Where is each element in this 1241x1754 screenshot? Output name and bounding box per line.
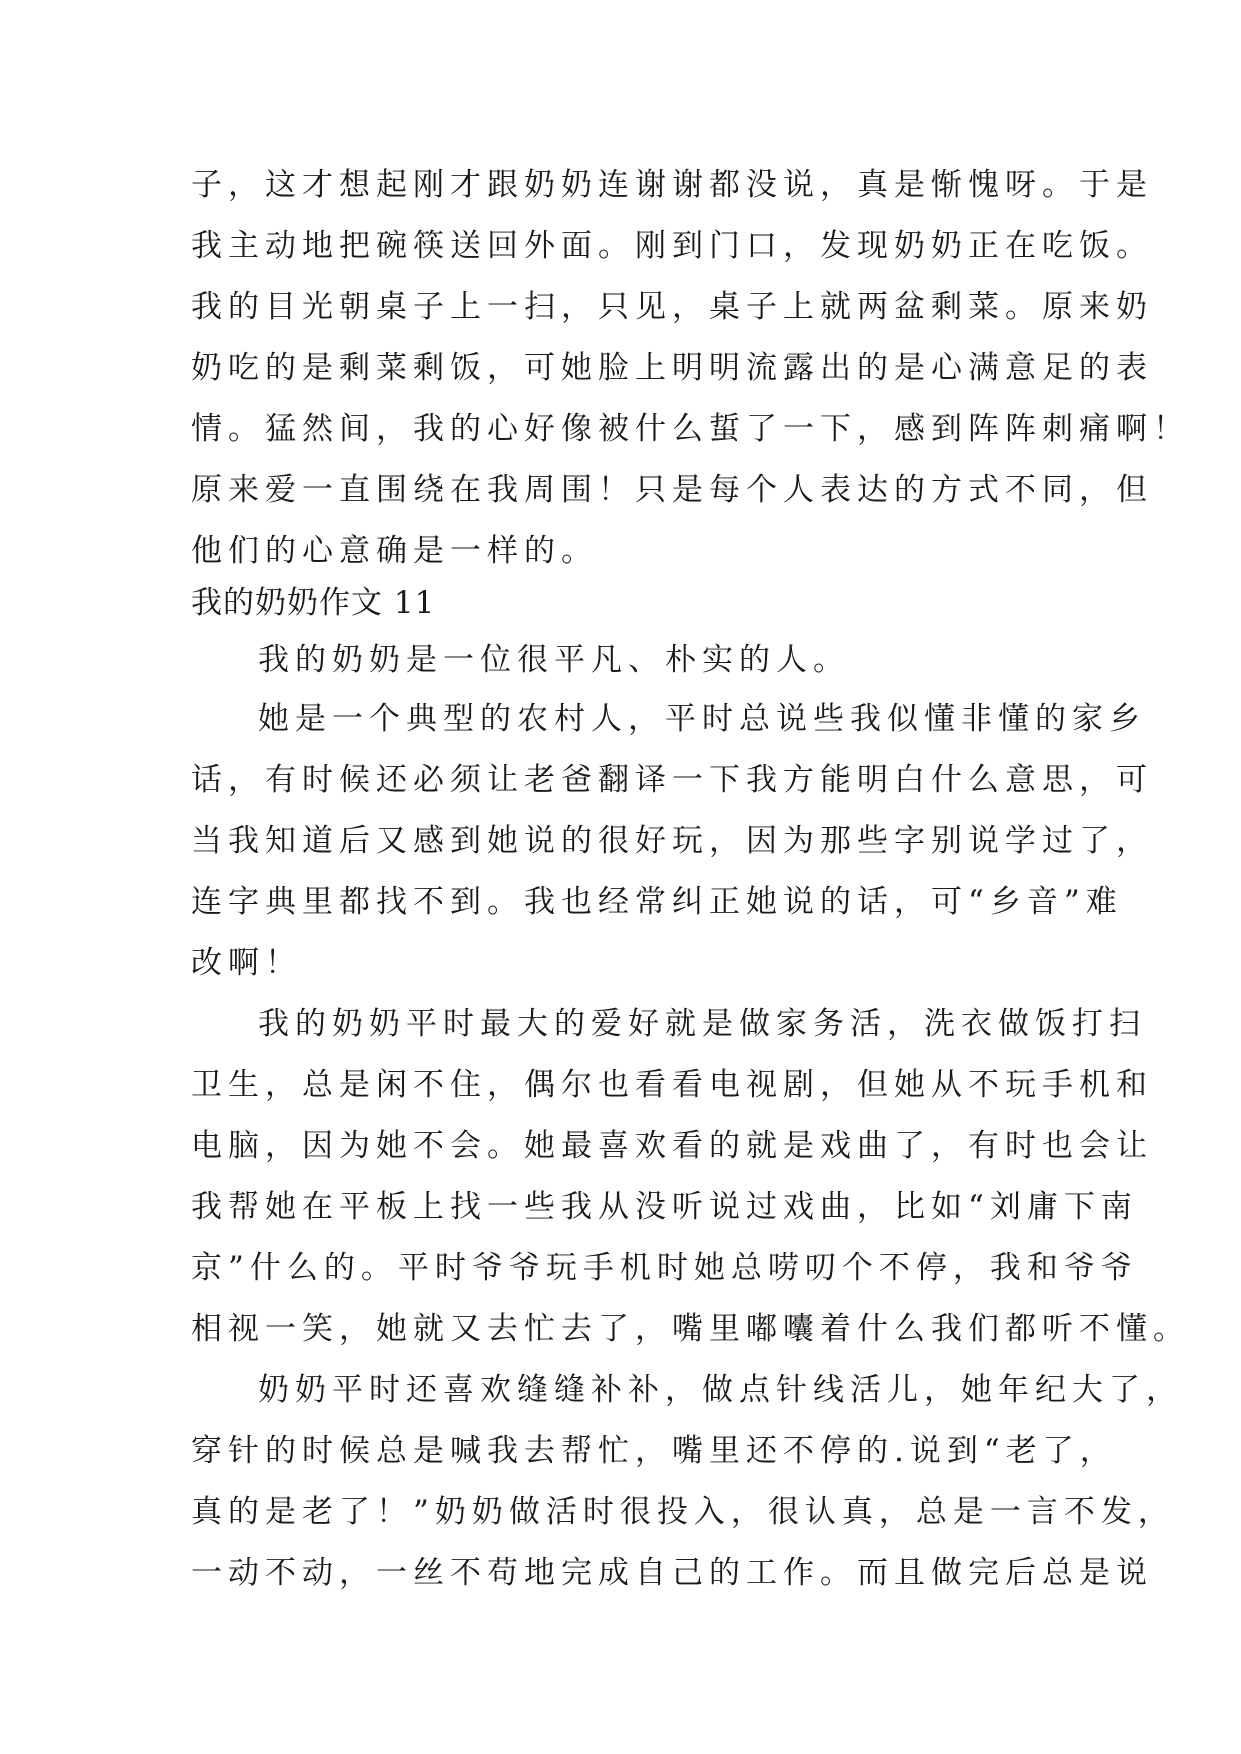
text-line: 我的奶奶是一位很平凡、朴实的人。 xyxy=(258,642,850,678)
text-line: 真的是老了！”奶奶做活时很投入，很认真，总是一言不发， xyxy=(191,1494,1175,1530)
text-line: 原来爱一直围绕在我周围！只是每个人表达的方式不同，但 xyxy=(191,472,1153,508)
text-line: 改啊！ xyxy=(191,945,302,981)
text-line: 京”什么的。平时爷爷玩手机时她总唠叨个不停，我和爷爷 xyxy=(191,1250,1138,1286)
text-line: 我帮她在平板上找一些我从没听说过戏曲，比如“刘庸下南 xyxy=(191,1189,1138,1225)
text-line: 话，有时候还必须让老爸翻译一下我方能明白什么意思，可 xyxy=(191,762,1153,798)
text-line: 当我知道后又感到她说的很好玩，因为那些字别说学过了， xyxy=(191,823,1153,859)
text-line: 情。猛然间，我的心好像被什么蜇了一下，感到阵阵刺痛啊！ xyxy=(191,411,1190,447)
text-line: 奶吃的是剩菜剩饭，可她脸上明明流露出的是心满意足的表 xyxy=(191,350,1153,386)
text-line: 奶奶平时还喜欢缝缝补补，做点针线活儿，她年纪大了， xyxy=(258,1372,1183,1408)
text-line: 他们的心意确是一样的。 xyxy=(191,533,598,569)
text-line: 子，这才想起刚才跟奶奶连谢谢都没说，真是惭愧呀。于是 xyxy=(191,167,1153,203)
text-line: 相视一笑，她就又去忙去了，嘴里嘟囔着什么我们都听不懂。 xyxy=(191,1311,1190,1347)
text-line: 我主动地把碗筷送回外面。刚到门口，发现奶奶正在吃饭。 xyxy=(191,228,1153,264)
text-line: 穿针的时候总是喊我去帮忙，嘴里还不停的.说到“老了， xyxy=(191,1433,1117,1469)
text-line: 一动不动，一丝不苟地完成自己的工作。而且做完后总是说 xyxy=(191,1555,1153,1591)
text-line: 我的目光朝桌子上一扫，只见，桌子上就两盆剩菜。原来奶 xyxy=(191,289,1153,325)
text-line: 连字典里都找不到。我也经常纠正她说的话，可“乡音”难 xyxy=(191,884,1123,920)
text-line: 卫生，总是闲不住，偶尔也看看电视剧，但她从不玩手机和 xyxy=(191,1067,1153,1103)
text-line: 我的奶奶平时最大的爱好就是做家务活，洗衣做饭打扫 xyxy=(258,1006,1146,1042)
text-line: 她是一个典型的农村人，平时总说些我似懂非懂的家乡 xyxy=(258,701,1146,737)
text-line: 电脑，因为她不会。她最喜欢看的就是戏曲了，有时也会让 xyxy=(191,1128,1153,1164)
essay-heading: 我的奶奶作文 11 xyxy=(191,585,436,621)
